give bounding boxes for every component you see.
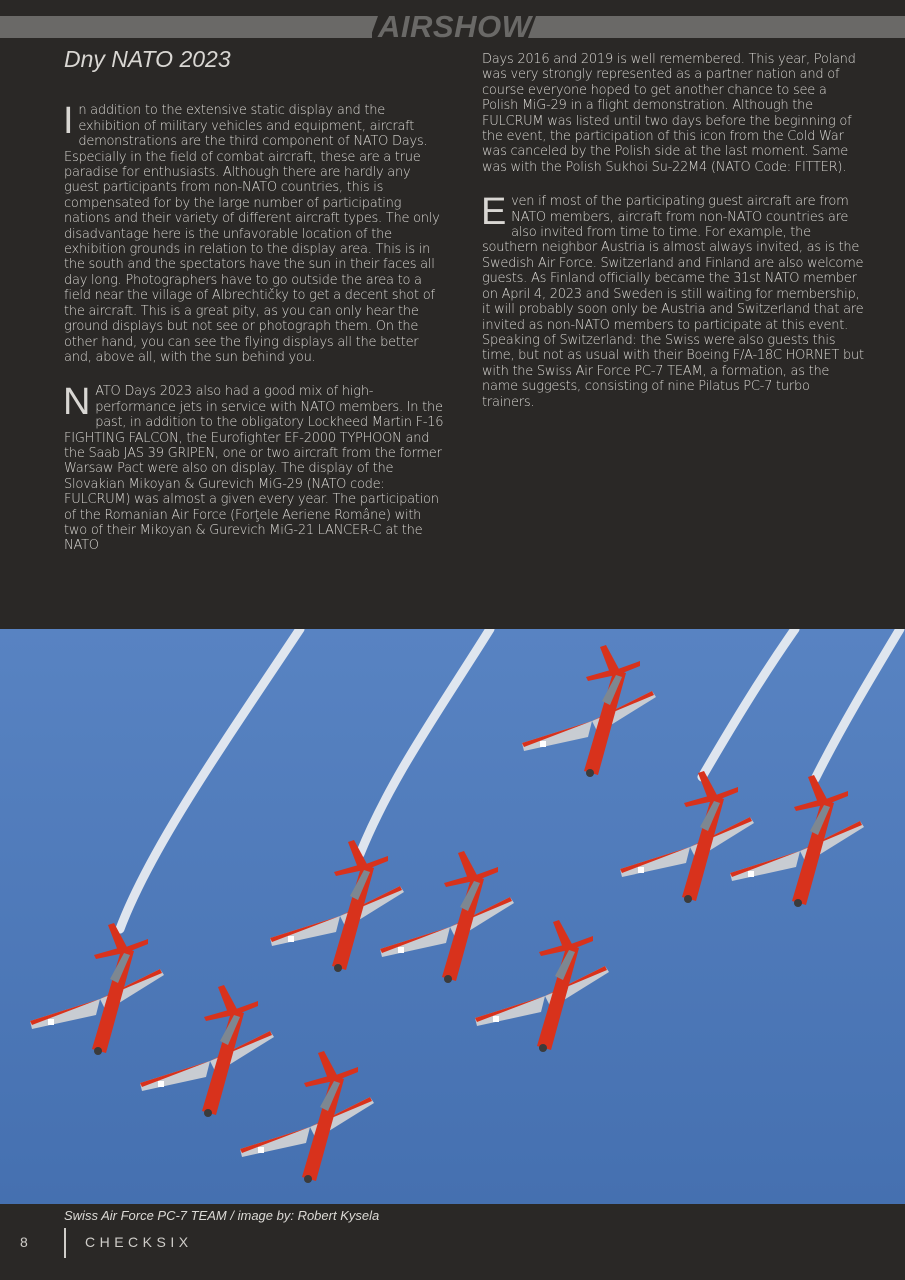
photo-caption: Swiss Air Force PC-7 TEAM / image by: Robert Kysela bbox=[64, 1208, 380, 1223]
paragraph bbox=[481, 191, 864, 410]
header-rule-left bbox=[0, 16, 372, 38]
section-title: AIRSHOW bbox=[378, 9, 532, 44]
paragraph-text: Days 2016 and 2019 is well remembered. This year, Poland was very strongly represented as a partner nation and of course everyone hoped to get another chance to see a Polish MiG-29 in a flight demonstration. Although the FULCRUM was listed until two days before the beginning of the event, the participation of this icon from the Cold War was canceled by the Polish side at the last moment. Same was with the Polish Sukhoi Su-22M4 (NATO Code: FITTER). bbox=[482, 52, 856, 175]
page-number: 8 bbox=[20, 1234, 28, 1250]
section-header-bar bbox=[0, 9, 905, 44]
article-left-column bbox=[63, 46, 446, 573]
paragraph bbox=[63, 100, 446, 365]
drop-cap: I bbox=[63, 100, 74, 143]
sky bbox=[0, 629, 905, 1204]
magazine-name: CHECKSIX bbox=[85, 1234, 193, 1250]
header-rule-right bbox=[536, 16, 905, 38]
drop-cap: N bbox=[63, 381, 91, 424]
article-right-column bbox=[482, 52, 864, 429]
paragraph-text: ATO Days 2023 also had a good mix of high-performance jets in service with NATO members. In the past, in addition to the obligatory Lockheed Martin F-16 FIGHTING FALCON, the Eurofighter EF-2000 TYPHOON and the Saab JAS 39 GRIPEN, one or two aircraft from the former Warsaw Pact were also on display. The display of the Slovakian Mikoyan & Gurevich MiG-29 (NATO code: FULCRUM) was almost a given every year. The participation of the Romanian Air Force (Forţele Aeriene Române) with two of their Mikoyan & Gurevich MiG-21 LANCER-C at the NATO bbox=[64, 384, 444, 554]
article-title: Dny NATO 2023 bbox=[64, 46, 231, 72]
paragraph-text: n addition to the extensive static display and the exhibition of military vehicles and equipment, aircraft demonstrations are the third component of NATO Days. Especially in the field of combat aircraft, these are a true paradise for enthusiasts. Although there are hardly any guest participants from non-NATO countries, this is compensated for by the large number of participating nations and their variety of different aircraft types. The only disadvantage here is the unfavorable location of the exhibition grounds in relation to the display area. This is in the south and the spectators have the sun in their faces all day long. Photographers have to go outside the area to a field near the village of Albrechtičky to get a decent shot of the aircraft. This is a great pity, as you can only hear the ground displays but not see or photograph them. On the other hand, you can see the flying displays all the better and, above all, with the sun behind you. bbox=[64, 103, 440, 365]
drop-cap: E bbox=[481, 191, 507, 234]
paragraph bbox=[63, 381, 446, 554]
paragraph-text: ven if most of the participating guest aircraft are from NATO members, aircraft from non-NATO countries are also invited from time to time. For example, the southern neighbor Austria is almost always invited, as is the Swedish Air Force. Switzerland and Finland are also welcome guests. As Finland officially became the 31st NATO member on April 4, 2023 and Sweden is still waiting for membership, it will probably soon only be Austria and Switzerland that are invited as non-NATO members to participate at this event. Speaking of Switzerland: the Swiss were also guests this time, but not as usual with their Boeing F/A-18C HORNET but with the Swiss Air Force PC-7 TEAM, a formation, as the name suggests, consisting of nine Pilatus PC-7 turbo trainers. bbox=[482, 194, 864, 410]
formation-photo-illustration bbox=[0, 629, 905, 1204]
formation-photo bbox=[0, 629, 905, 1204]
footer-divider bbox=[64, 1228, 66, 1258]
paragraph bbox=[482, 52, 864, 175]
